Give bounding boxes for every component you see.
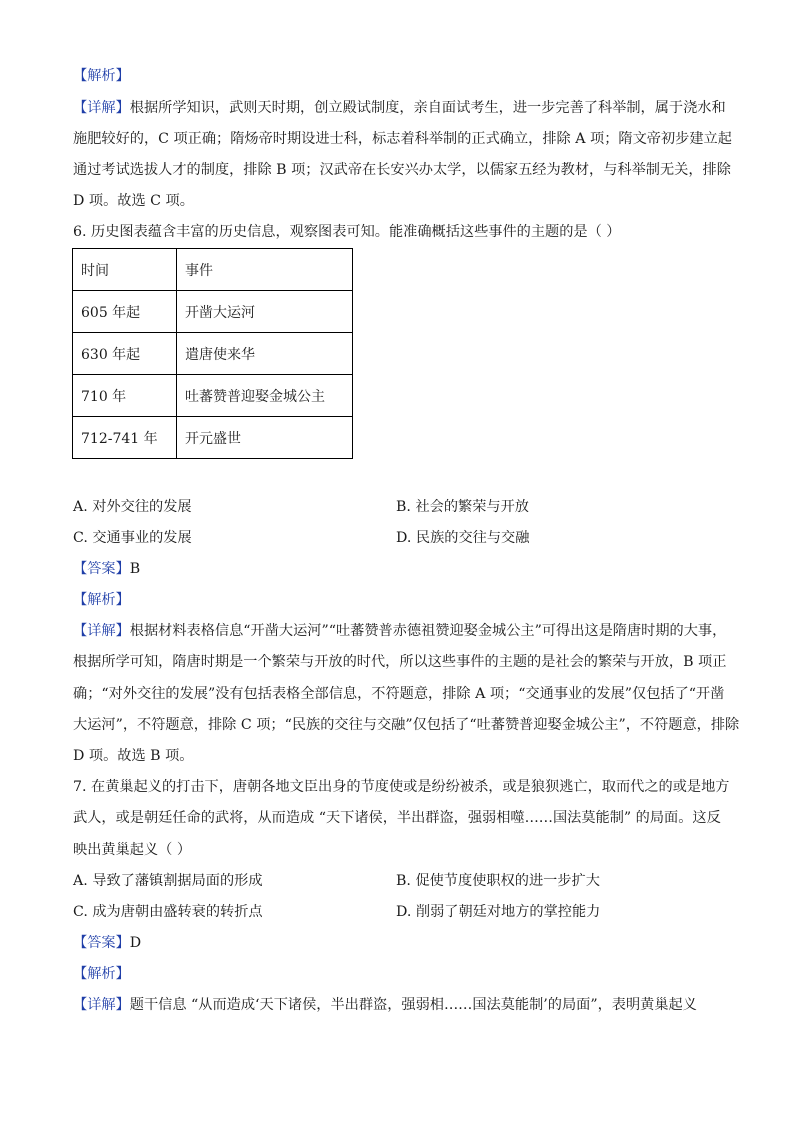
option-a: A. 对外交往的发展 <box>73 499 192 515</box>
analysis-heading: 【解析】 <box>73 592 130 608</box>
detail-paragraph-line <box>73 621 726 641</box>
question-7-stem-line: 7. 在黄巢起义的打击下，唐朝各地文臣出身的节度使或是纷纷被杀，或是狼狈逃亡，取而代之的或是地方 <box>73 779 730 795</box>
answer-value: D <box>129 935 142 951</box>
detail-paragraph-line: 确；“对外交往的发展”没有包括表格全部信息，不符题意，排除 A 项；“交通事业的发展”仅包括了“开凿 <box>73 686 725 702</box>
table-cell-event: 吐蕃赞普迎娶金城公主 <box>177 375 353 417</box>
detail-text: 根据所学知识，武则天时期，创立殿试制度，亲自面试考生，进一步完善了科举制，属于浇水和 <box>129 100 726 116</box>
table-cell-event: 开凿大运河 <box>177 291 353 333</box>
detail-paragraph-line: 大运河”，不符题意，排除 C 项；“民族的交往与交融”仅包括了“吐蕃赞普迎娶金城公主”，不符题意，排除 <box>73 717 740 733</box>
events-table <box>72 248 353 459</box>
table-row <box>73 333 353 375</box>
option-b: B. 促使节度使职权的进一步扩大 <box>396 873 600 889</box>
detail-paragraph-line: D 项。故选 C 项。 <box>73 193 194 209</box>
detail-paragraph-line: 根据所学可知，隋唐时期是一个繁荣与开放的时代，所以这些事件的主题的是社会的繁荣与开放，B 项正 <box>73 654 727 670</box>
table-header-row <box>73 249 353 291</box>
question-6-stem: 6. 历史图表蕴含丰富的历史信息，观察图表可知。能准确概括这些事件的主题的是（ ） <box>73 224 621 240</box>
answer-line <box>73 559 140 579</box>
analysis-heading: 【解析】 <box>73 68 130 84</box>
option-d: D. 削弱了朝廷对地方的掌控能力 <box>396 904 601 920</box>
table-row <box>73 375 353 417</box>
table-row <box>73 417 353 459</box>
detail-text: 根据材料表格信息“开凿大运河”“吐蕃赞普赤德祖赞迎娶金城公主”可得出这是隋唐时期的大事， <box>129 623 727 639</box>
table-cell-time: 630 年起 <box>73 333 177 375</box>
analysis-heading: 【解析】 <box>73 966 130 982</box>
answer-heading: 【答案】 <box>73 935 130 951</box>
detail-heading: 【详解】 <box>73 623 130 639</box>
option-b: B. 社会的繁荣与开放 <box>396 499 529 515</box>
detail-paragraph-line: 通过考试选拔人才的制度，排除 B 项；汉武帝在长安兴办太学，以儒家五经为教材，与科举制无关，排除 <box>73 162 731 178</box>
table-cell-event: 遣唐使来华 <box>177 333 353 375</box>
answer-heading: 【答案】 <box>73 561 130 577</box>
detail-text: 题干信息 “从而造成‘天下诸侯，半出群盗，强弱相……国法莫能制’的局面”，表明黄巢起义 <box>129 997 697 1013</box>
detail-paragraph-line: D 项。故选 B 项。 <box>73 748 194 764</box>
table-row <box>73 291 353 333</box>
answer-value: B <box>129 561 141 577</box>
question-7-stem-line: 武人，或是朝廷任命的武将，从而造成 “天下诸侯，半出群盗，强弱相噬……国法莫能制” 的局面。这反 <box>73 810 721 826</box>
answer-line <box>73 933 141 953</box>
detail-paragraph-line <box>73 98 726 118</box>
detail-paragraph-line <box>73 995 697 1015</box>
question-7-stem-line: 映出黄巢起义（ ） <box>73 842 192 858</box>
table-header-cell: 事件 <box>177 249 353 291</box>
option-c: C. 成为唐朝由盛转衰的转折点 <box>73 904 263 920</box>
detail-heading: 【详解】 <box>73 997 130 1013</box>
option-a: A. 导致了藩镇割据局面的形成 <box>73 873 263 889</box>
table-cell-event: 开元盛世 <box>177 417 353 459</box>
table-cell-time: 710 年 <box>73 375 177 417</box>
table-cell-time: 712-741 年 <box>73 417 177 459</box>
detail-paragraph-line: 施肥较好的，C 项正确；隋炀帝时期设进士科，标志着科举制的正式确立，排除 A 项；隋文帝初步建立起 <box>73 131 732 147</box>
detail-heading: 【详解】 <box>73 100 130 116</box>
table-header-cell: 时间 <box>73 249 177 291</box>
option-c: C. 交通事业的发展 <box>73 530 192 546</box>
option-d: D. 民族的交往与交融 <box>396 530 530 546</box>
table-cell-time: 605 年起 <box>73 291 177 333</box>
